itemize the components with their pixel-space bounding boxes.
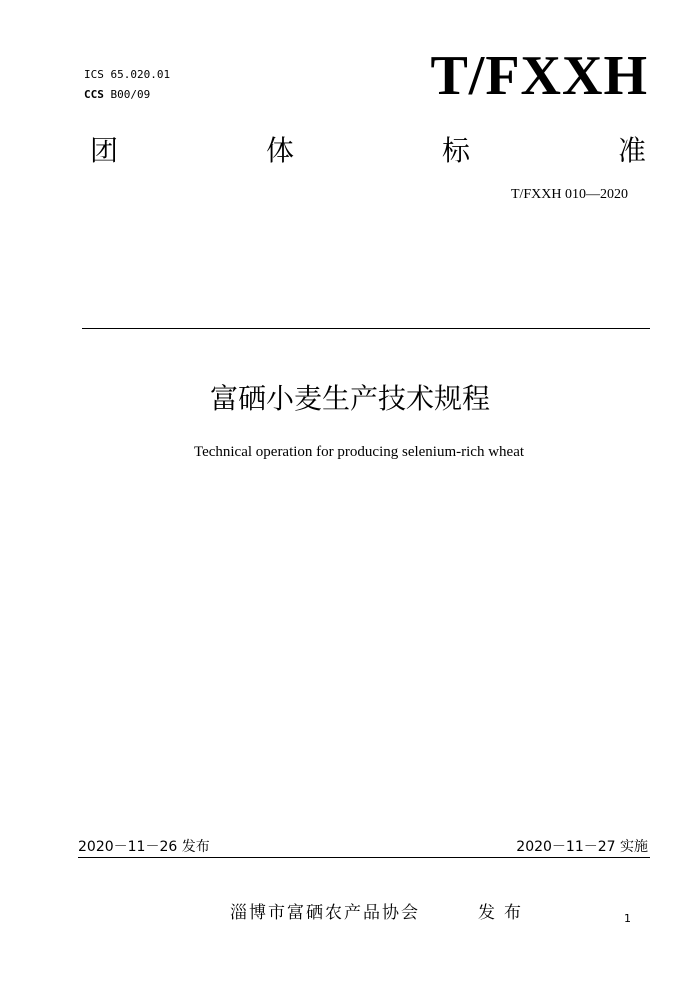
- standard-type-heading: [90, 134, 646, 168]
- publish-label: 发布: [478, 903, 530, 923]
- implementation-date: 2020－11－27 实施: [516, 839, 648, 855]
- page-number: 1: [624, 912, 631, 925]
- ccs-label: CCS: [84, 88, 104, 101]
- document-title-en: Technical operation for producing selenium-rich wheat: [193, 444, 525, 460]
- publisher-name: 淄博市富硒农产品协会: [230, 903, 420, 923]
- ccs-value: B00/09: [110, 88, 151, 101]
- document-title-cn: 富硒小麦生产技术规程: [209, 382, 490, 415]
- standard-type-char: 团: [90, 134, 119, 167]
- issue-date: 2020－11－26 发布: [78, 839, 210, 855]
- bottom-divider: [78, 857, 650, 858]
- standard-code-logo: T/FXXH: [430, 45, 648, 107]
- standard-type-char: 准: [617, 134, 646, 167]
- ics-code: ICS 65.020.01: [84, 68, 171, 81]
- top-divider: [82, 328, 650, 329]
- standard-type-char: 体: [265, 134, 294, 167]
- ccs-code: [84, 88, 150, 102]
- standard-type-char: 标: [441, 134, 470, 167]
- standard-number: T/FXXH 010—2020: [510, 187, 628, 202]
